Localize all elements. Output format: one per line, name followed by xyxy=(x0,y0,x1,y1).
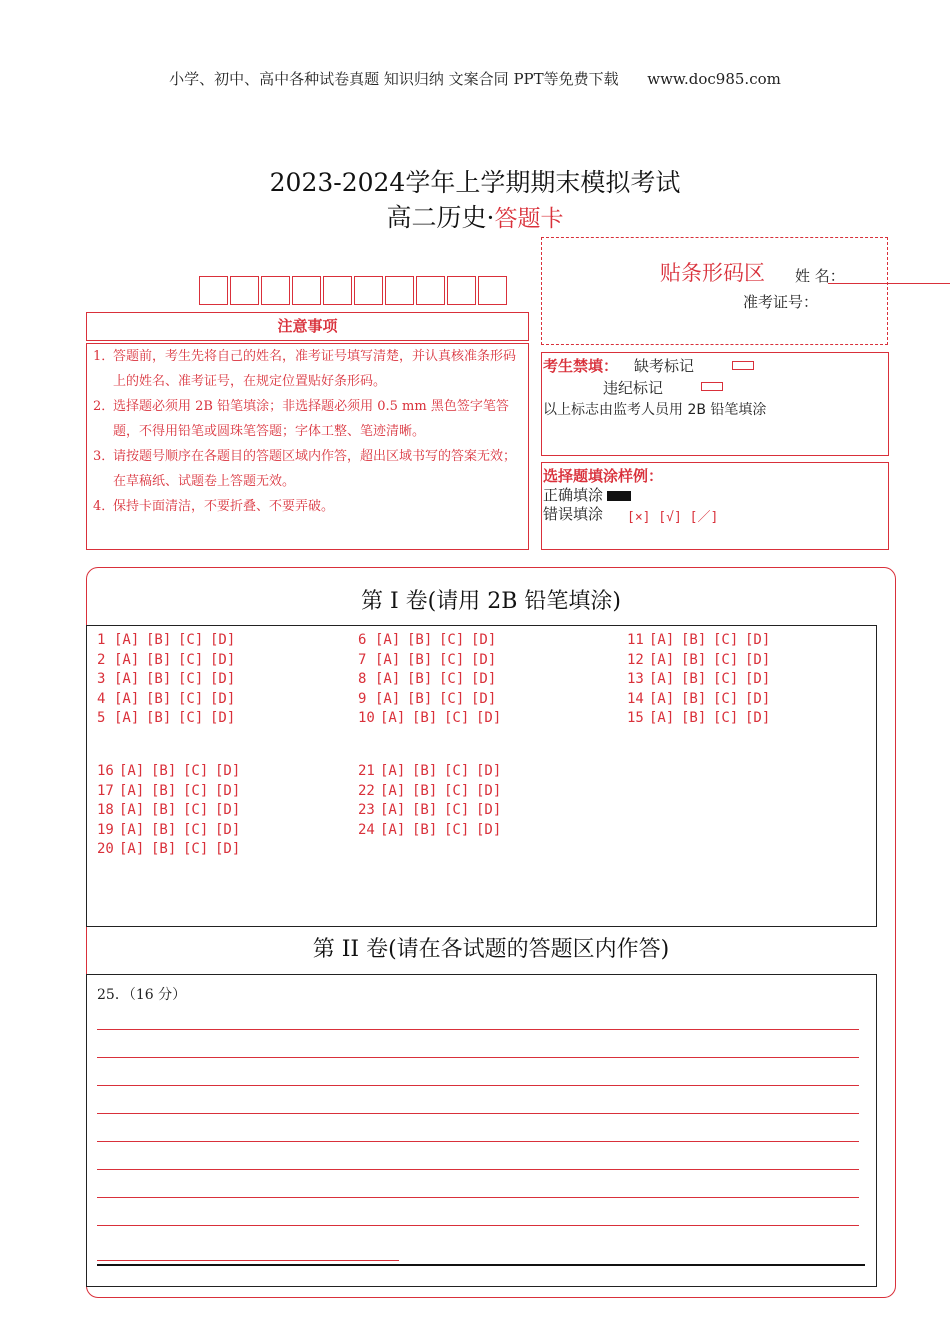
notice-text: 选择题必须用 2B 铅笔填涂；非选择题必须用 0.5 mm 黑色签字笔答题，不得用铅笔或圆珠笔答题；字体工整、笔迹清晰。 xyxy=(113,399,509,439)
answer-option-bubble[interactable]: [C] xyxy=(439,632,465,648)
answer-option-bubble[interactable]: [A] xyxy=(119,802,145,818)
sample-title: 选择题填涂样例： xyxy=(543,467,664,485)
answer-option-bubble[interactable]: [D] xyxy=(476,821,502,838)
answer-option-bubble[interactable]: [C] xyxy=(183,821,209,838)
answer-option-bubble[interactable]: [B] xyxy=(146,651,172,668)
answer-option-bubble[interactable]: [C] xyxy=(444,710,470,726)
answer-option-bubble[interactable]: [D] xyxy=(476,782,502,799)
ticket-number-boxes xyxy=(199,276,509,305)
barcode-label: 贴条形码区 xyxy=(660,261,765,285)
answer-option-bubble[interactable]: [D] xyxy=(215,802,241,818)
answer-option-bubble[interactable]: [A] xyxy=(375,651,401,668)
answer-option-bubble[interactable]: [A] xyxy=(380,763,406,779)
answer-option-bubble[interactable]: [A] xyxy=(114,690,140,707)
answer-option-bubble[interactable]: [B] xyxy=(151,802,177,818)
question-number: 13 xyxy=(627,671,644,687)
answer-option-bubble[interactable]: [C] xyxy=(713,671,739,687)
answer-option-bubble[interactable]: [D] xyxy=(745,671,771,687)
question-number: 3 xyxy=(97,671,106,687)
answer-option-bubble[interactable]: [D] xyxy=(215,821,241,838)
forbid-title: 考生禁填： xyxy=(543,357,619,375)
answer-option-bubble[interactable]: [C] xyxy=(713,690,739,707)
mc-question-row xyxy=(358,671,503,687)
answer-option-bubble[interactable]: [A] xyxy=(119,841,145,857)
question-number: 19 xyxy=(97,821,114,838)
notice-item xyxy=(93,344,523,394)
answer-option-bubble[interactable]: [D] xyxy=(471,632,497,648)
answer-option-bubble[interactable]: [D] xyxy=(476,763,502,779)
answer-option-bubble[interactable]: [A] xyxy=(380,710,406,726)
answer-line xyxy=(97,1141,859,1142)
question-number: 9 xyxy=(358,690,367,707)
answer-option-bubble[interactable]: [C] xyxy=(444,763,470,779)
answer-option-bubble[interactable]: [D] xyxy=(476,710,502,726)
answer-option-bubble[interactable]: [B] xyxy=(412,821,438,838)
answer-option-bubble[interactable]: [D] xyxy=(215,782,241,799)
answer-option-bubble[interactable]: [C] xyxy=(444,782,470,799)
answer-option-bubble[interactable]: [C] xyxy=(178,632,204,648)
answer-option-bubble[interactable]: [B] xyxy=(407,690,433,707)
answer-option-bubble[interactable]: [C] xyxy=(444,802,470,818)
mc-question-row xyxy=(627,710,777,726)
answer-option-bubble[interactable]: [B] xyxy=(407,671,433,687)
question-number: 8 xyxy=(358,671,367,687)
answer-option-bubble[interactable]: [C] xyxy=(183,763,209,779)
notice-item xyxy=(93,394,523,444)
answer-option-bubble[interactable]: [D] xyxy=(476,802,502,818)
filled-square-icon xyxy=(607,491,631,501)
mc-question-row xyxy=(358,632,503,648)
answer-line xyxy=(97,1225,859,1226)
ticket-number-label: 准考证号： xyxy=(743,293,819,311)
answer-option-bubble[interactable]: [B] xyxy=(412,710,438,726)
question-number: 10 xyxy=(358,710,375,726)
answer-option-bubble[interactable]: [A] xyxy=(649,632,675,648)
answer-option-bubble[interactable]: [C] xyxy=(178,690,204,707)
answer-option-bubble[interactable]: [A] xyxy=(649,671,675,687)
question-number: 23 xyxy=(358,802,375,818)
site-header xyxy=(0,68,950,89)
answer-option-bubble[interactable]: [D] xyxy=(471,671,497,687)
answer-option-bubble[interactable]: [D] xyxy=(745,651,771,668)
answer-option-bubble[interactable]: [B] xyxy=(681,710,707,726)
wrong-fill-label: 错误填涂 xyxy=(543,505,604,523)
answer-option-bubble[interactable]: [D] xyxy=(210,710,236,726)
answer-option-bubble[interactable]: [A] xyxy=(649,710,675,726)
answer-option-bubble[interactable]: [B] xyxy=(407,651,433,668)
mc-question-row xyxy=(627,652,777,668)
answer-option-bubble[interactable]: [B] xyxy=(412,802,438,818)
question-number: 4 xyxy=(97,690,106,707)
answer-option-bubble[interactable]: [A] xyxy=(375,690,401,707)
notice-item xyxy=(93,444,523,494)
violation-label: 违纪标记 xyxy=(603,379,664,397)
exam-title: 2023-2024学年上学期期末模拟考试 xyxy=(269,168,681,197)
mc-question-row xyxy=(97,841,247,857)
answer-option-bubble[interactable]: [B] xyxy=(151,763,177,779)
question-number: 12 xyxy=(627,651,644,668)
essay-answer-box[interactable] xyxy=(86,974,877,1287)
answer-option-bubble[interactable]: [A] xyxy=(119,763,145,779)
mc-question-row xyxy=(97,671,242,687)
mc-question-row xyxy=(358,783,508,799)
answer-option-bubble[interactable]: [D] xyxy=(210,690,236,707)
name-label: 姓 名： xyxy=(795,267,845,285)
notice-item xyxy=(93,494,523,519)
answer-option-bubble[interactable]: [A] xyxy=(119,782,145,799)
mc-question-row xyxy=(358,802,508,818)
answer-line xyxy=(97,1057,859,1058)
mc-question-row xyxy=(358,710,508,726)
question-number: 14 xyxy=(627,690,644,707)
answer-option-bubble[interactable]: [A] xyxy=(114,671,140,687)
answer-option-bubble[interactable]: [B] xyxy=(146,671,172,687)
answer-option-bubble[interactable]: [C] xyxy=(183,841,209,857)
mc-question-row xyxy=(358,763,508,779)
answer-option-bubble[interactable]: [C] xyxy=(439,651,465,668)
mc-question-row xyxy=(97,763,247,779)
mc-question-row xyxy=(97,691,242,707)
section2-title: 第 II 卷(请在各试题的答题区内作答) xyxy=(312,937,670,962)
mc-question-row xyxy=(97,710,242,726)
answer-line xyxy=(97,1029,859,1030)
answer-option-bubble[interactable]: [B] xyxy=(151,841,177,857)
answer-line xyxy=(97,1169,859,1170)
id-digit-box[interactable] xyxy=(447,276,476,305)
answer-option-bubble[interactable]: [C] xyxy=(439,690,465,707)
notice-text: 保持卡面清洁，不要折叠、不要弄破。 xyxy=(113,499,335,514)
answer-option-bubble[interactable]: [C] xyxy=(713,651,739,668)
answer-option-bubble[interactable]: [D] xyxy=(745,632,771,648)
absent-mark-box[interactable] xyxy=(732,361,754,370)
correct-label: 正确填涂 xyxy=(543,486,604,504)
answer-option-bubble[interactable]: [D] xyxy=(471,690,497,707)
mc-question-row xyxy=(97,632,242,648)
answer-option-bubble[interactable]: [D] xyxy=(745,710,771,726)
answer-option-bubble[interactable]: [A] xyxy=(114,632,140,648)
answer-option-bubble[interactable]: [C] xyxy=(439,671,465,687)
answer-option-bubble[interactable]: [B] xyxy=(151,782,177,799)
mc-question-row xyxy=(97,822,247,838)
question-number: 7 xyxy=(358,651,367,668)
answer-option-bubble[interactable]: [B] xyxy=(412,763,438,779)
answer-option-bubble[interactable]: [C] xyxy=(183,802,209,818)
answer-option-bubble[interactable]: [C] xyxy=(178,710,204,726)
question-number: 15 xyxy=(627,710,644,726)
question-number: 20 xyxy=(97,841,114,857)
id-digit-box[interactable] xyxy=(323,276,352,305)
answer-option-bubble[interactable]: [D] xyxy=(210,632,236,648)
answer-end-line xyxy=(97,1264,865,1266)
answer-line xyxy=(97,1260,399,1261)
answer-option-bubble[interactable]: [D] xyxy=(215,841,241,857)
answer-line xyxy=(97,1085,859,1086)
id-digit-box[interactable] xyxy=(385,276,414,305)
answer-option-bubble[interactable]: [C] xyxy=(444,821,470,838)
barcode-area xyxy=(541,237,888,345)
answer-option-bubble[interactable]: [B] xyxy=(407,632,433,648)
answer-option-bubble[interactable]: [C] xyxy=(183,782,209,799)
notice-title: 注意事项 xyxy=(86,312,529,341)
answer-line xyxy=(97,1113,859,1114)
mc-question-row xyxy=(358,652,503,668)
notice-num: 1． xyxy=(93,349,115,364)
question-number: 24 xyxy=(358,821,375,838)
violation-mark-box[interactable] xyxy=(701,382,723,391)
forbid-note: 以上标志由监考人员用 2B 铅笔填涂 xyxy=(543,402,767,418)
website-link[interactable]: www.doc985.com xyxy=(647,70,781,88)
answer-option-bubble[interactable]: [B] xyxy=(146,690,172,707)
notice-text: 答题前，考生先将自己的姓名，准考证号填写清楚，并认真核准条形码上的姓名、准考证号，在规定位置贴好条形码。 xyxy=(113,349,517,389)
question-number: 16 xyxy=(97,763,114,779)
answer-option-bubble[interactable]: [A] xyxy=(649,651,675,668)
answer-option-bubble[interactable]: [A] xyxy=(114,651,140,668)
question-number: 5 xyxy=(97,710,106,726)
answer-option-bubble[interactable]: [D] xyxy=(215,763,241,779)
id-digit-box[interactable] xyxy=(199,276,228,305)
question-number: 17 xyxy=(97,782,114,799)
answer-option-bubble[interactable]: [A] xyxy=(380,802,406,818)
mc-question-row xyxy=(358,691,503,707)
answer-option-bubble[interactable]: [A] xyxy=(380,821,406,838)
notice-num: 4． xyxy=(93,499,115,514)
id-digit-box[interactable] xyxy=(261,276,290,305)
correct-fill-row xyxy=(543,484,631,505)
notice-num: 3． xyxy=(93,449,115,464)
mc-question-row xyxy=(97,802,247,818)
mc-question-row xyxy=(627,691,777,707)
answer-option-bubble[interactable]: [B] xyxy=(681,651,707,668)
answer-option-bubble[interactable]: [B] xyxy=(681,632,707,648)
id-digit-box[interactable] xyxy=(230,276,259,305)
answer-option-bubble[interactable]: [C] xyxy=(713,710,739,726)
answer-option-bubble[interactable]: [A] xyxy=(119,821,145,838)
question-number: 1 xyxy=(97,632,106,648)
id-digit-box[interactable] xyxy=(416,276,445,305)
question-number: 18 xyxy=(97,802,114,818)
answer-option-bubble[interactable]: [A] xyxy=(114,710,140,726)
id-digit-box[interactable] xyxy=(354,276,383,305)
mc-question-row xyxy=(358,822,508,838)
answer-option-bubble[interactable]: [B] xyxy=(146,632,172,648)
ad-line: 小学、初中、高中各种试卷真题 知识归纳 文案合同 PPT等免费下载 xyxy=(169,70,619,88)
mc-question-row xyxy=(97,783,247,799)
section1-title: 第 I 卷(请用 2B 铅笔填涂) xyxy=(361,589,621,614)
answer-line xyxy=(97,1197,859,1198)
notice-num: 2． xyxy=(93,399,115,414)
question-number: 6 xyxy=(358,632,367,648)
subject-label: 高二历史· xyxy=(386,203,495,232)
mc-question-row xyxy=(627,671,777,687)
wrong-fill-marks: [×] [√] [／] xyxy=(627,510,719,525)
id-digit-box[interactable] xyxy=(478,276,507,305)
answer-option-bubble[interactable]: [B] xyxy=(146,710,172,726)
mc-question-row xyxy=(97,652,242,668)
answer-option-bubble[interactable]: [D] xyxy=(210,651,236,668)
answer-option-bubble[interactable]: [C] xyxy=(178,651,204,668)
answer-option-bubble[interactable]: [A] xyxy=(649,690,675,707)
question-number: 22 xyxy=(358,782,375,799)
question-number: 21 xyxy=(358,763,375,779)
answer-option-bubble[interactable]: [D] xyxy=(471,651,497,668)
answer-option-bubble[interactable]: [B] xyxy=(412,782,438,799)
answer-option-bubble[interactable]: [B] xyxy=(151,821,177,838)
answer-option-bubble[interactable]: [A] xyxy=(375,632,401,648)
answer-option-bubble[interactable]: [B] xyxy=(681,690,707,707)
answer-card-label: 答题卡 xyxy=(494,206,564,232)
answer-option-bubble[interactable]: [A] xyxy=(375,671,401,687)
answer-option-bubble[interactable]: [C] xyxy=(178,671,204,687)
absent-label: 缺考标记 xyxy=(634,357,695,375)
answer-option-bubble[interactable]: [D] xyxy=(210,671,236,687)
answer-option-bubble[interactable]: [A] xyxy=(380,782,406,799)
mc-question-row xyxy=(627,632,777,648)
notice-text: 请按题号顺序在各题目的答题区域内作答，超出区域书写的答案无效；在草稿纸、试题卷上答题无效。 xyxy=(113,449,517,489)
answer-option-bubble[interactable]: [B] xyxy=(681,671,707,687)
exam-subtitle xyxy=(0,198,950,234)
name-field-line[interactable] xyxy=(828,283,950,284)
answer-option-bubble[interactable]: [D] xyxy=(745,690,771,707)
id-digit-box[interactable] xyxy=(292,276,321,305)
question-25-label: 25．（16 分） xyxy=(97,987,187,1003)
question-number: 2 xyxy=(97,651,106,668)
answer-option-bubble[interactable]: [C] xyxy=(713,632,739,648)
question-number: 11 xyxy=(627,632,644,648)
